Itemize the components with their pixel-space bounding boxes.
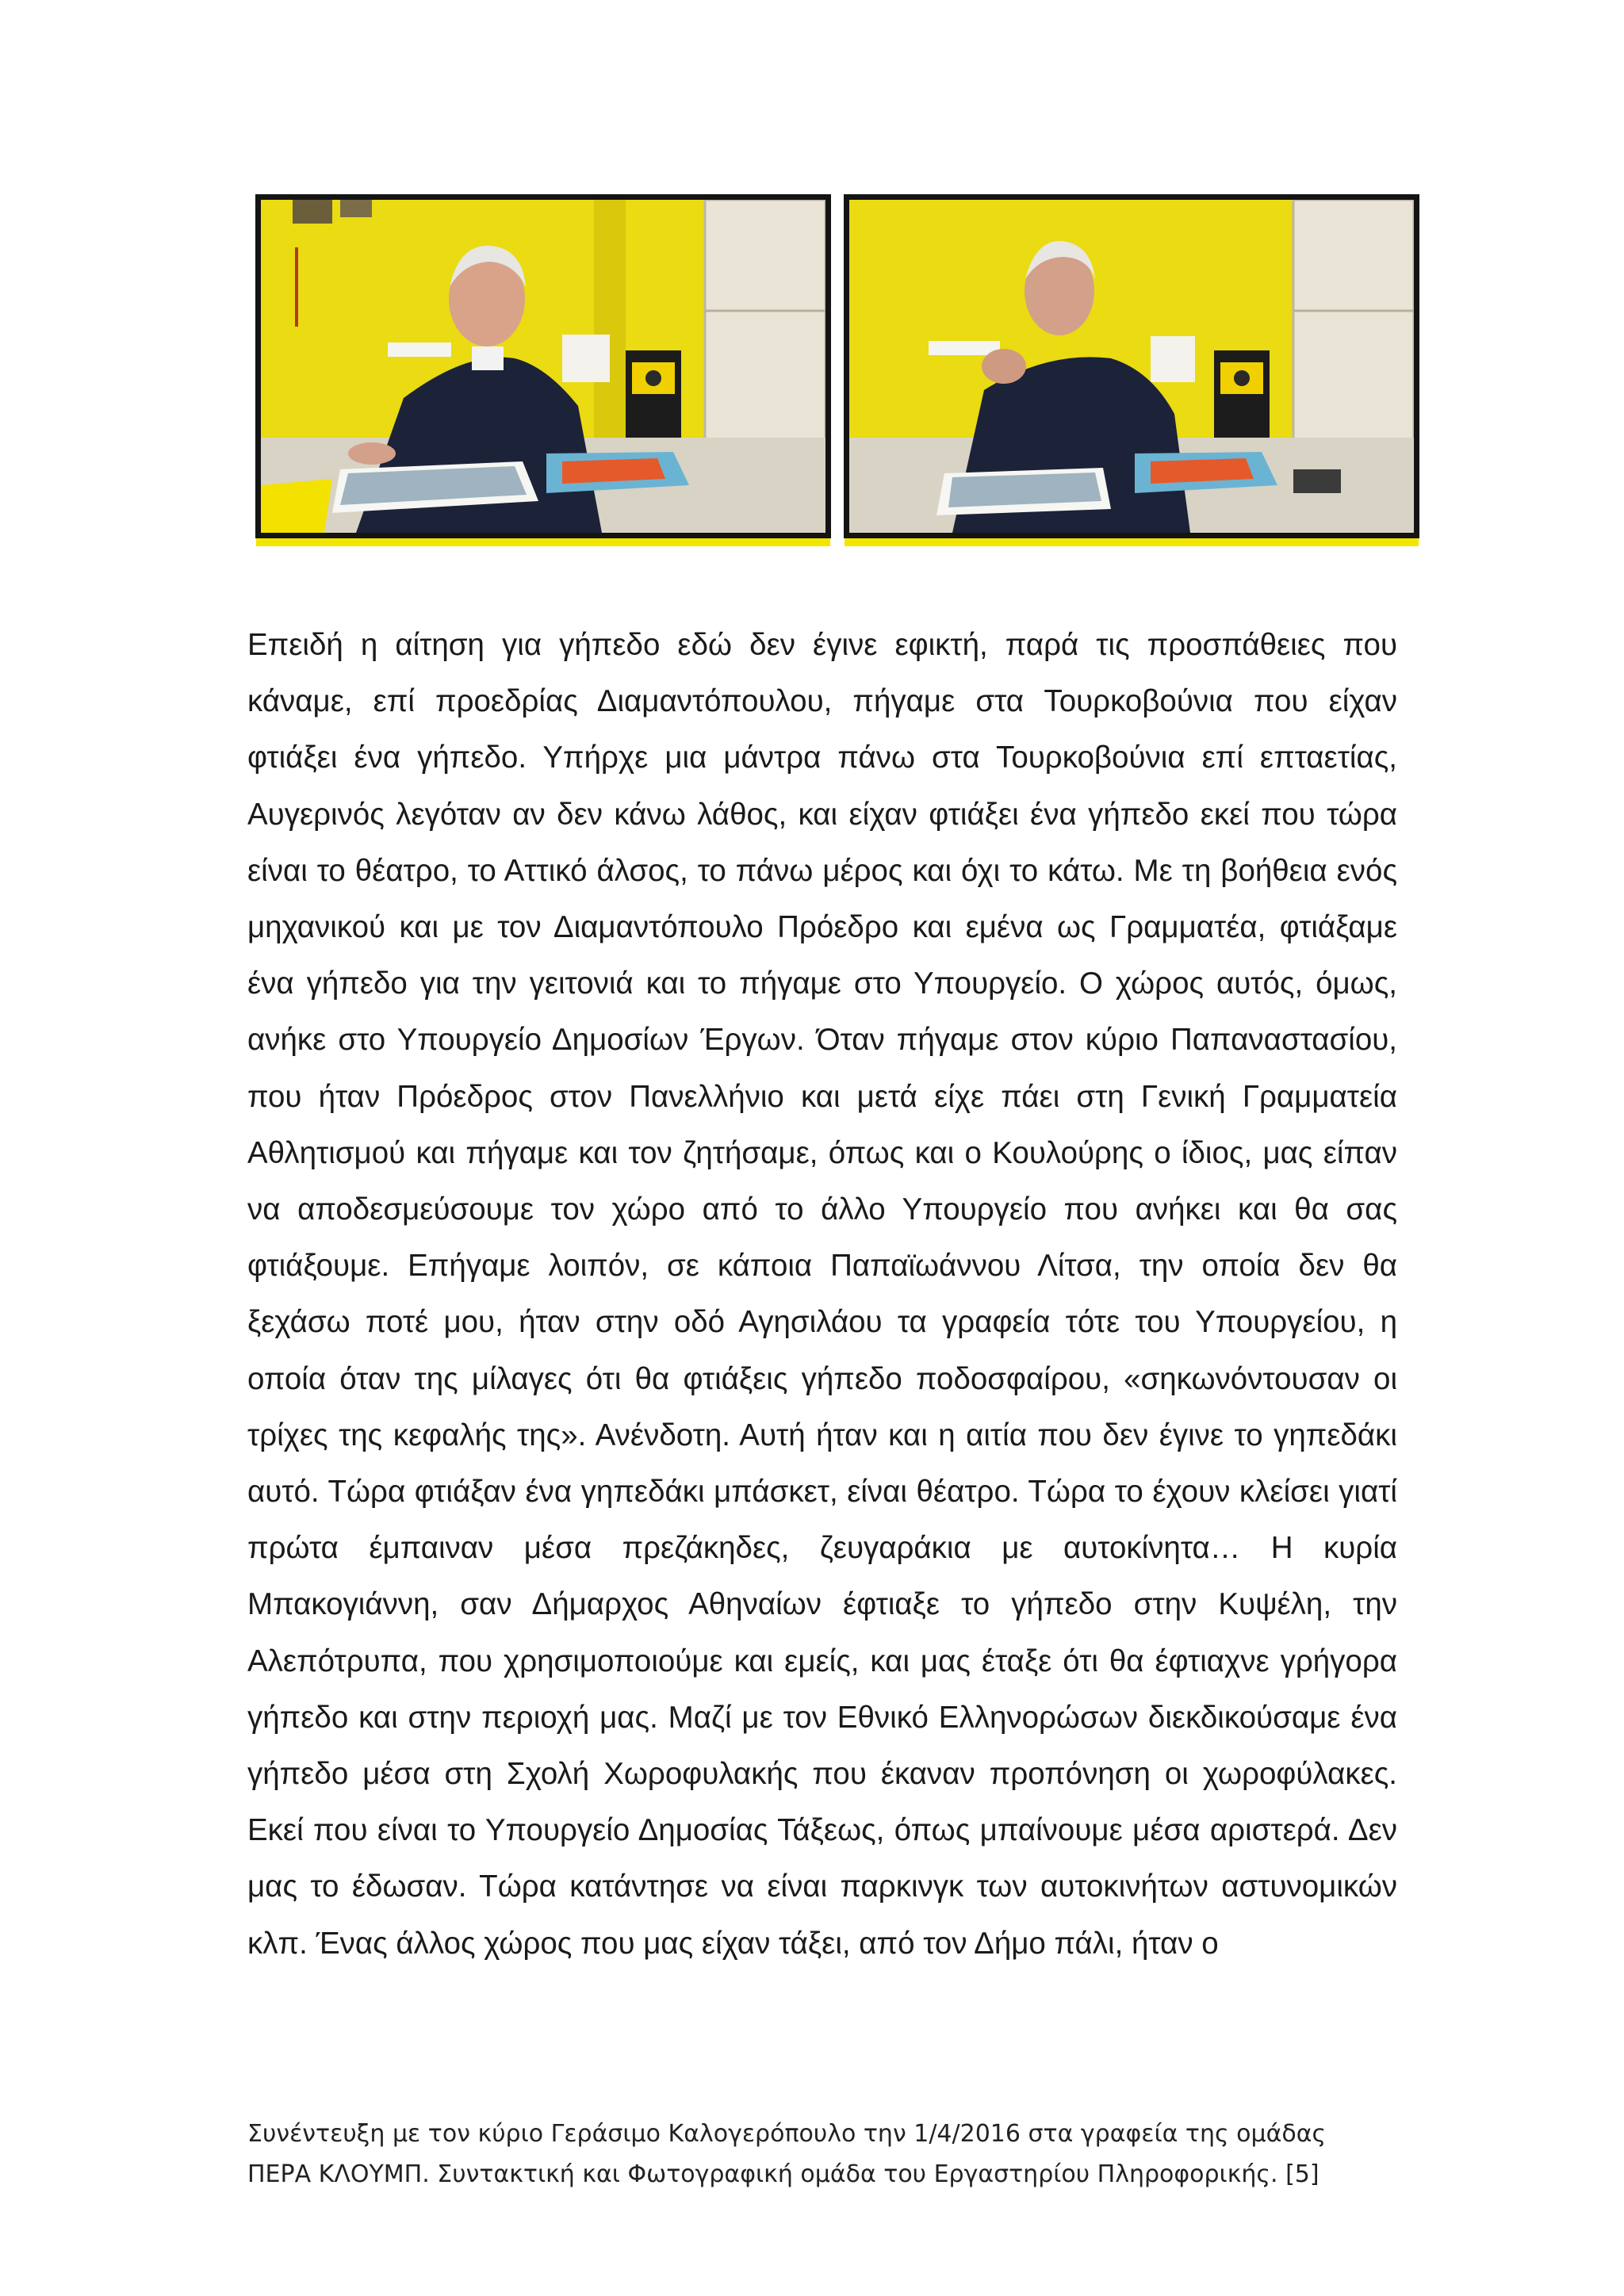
interview-photo-left [255, 194, 831, 538]
photo-interviewee-gesturing-icon [849, 200, 1414, 533]
footer-line-2: ΠΕΡΑ ΚΛΟΥΜΠ. Συντακτική και Φωτογραφική ομάδα του Εργαστηρίου Πληροφορικής. [5] [247, 2160, 1320, 2188]
photo-strip [255, 194, 1419, 537]
interview-photo-right [844, 194, 1419, 538]
footer-line-1: Συνέντευξη με τον κύριο Γεράσιμο Καλογερόπουλο την 1/4/2016 στα γραφεία της ομάδας [247, 2120, 1327, 2148]
page-footer [247, 2114, 1421, 2195]
interview-body-text: Επειδή η αίτηση για γήπεδο εδώ δεν έγινε εφικτή, παρά τις προσπάθειες που κάναμε, επί προεδρίας Διαμαντόπουλου, πήγαμε στα Τουρκοβούνια που είχαν φτιάξει ένα γήπεδο. Υπήρχε μια μάντρα πάνω στα Τουρκοβούνια επί επταετίας, Αυγερινός λεγόταν αν δεν κάνω λάθος, και είχαν φτιάξει ένα γήπεδο εκεί που τώρα είναι το θέατρο, το Αττικό άλσος, το πάνω μέρος και όχι το κάτω. Με τη βοήθεια ενός μηχανικού και με τον Διαμαντόπουλο Πρόεδρο και εμένα ως Γραμματέα, φτιάξαμε ένα γήπεδο για την γειτονιά και το πήγαμε στο Υπουργείο. Ο χώρος αυτός, όμως, ανήκε στο Υπουργείο Δημοσίων Έργων. Όταν πήγαμε στον κύριο Παπαναστασίου, που ήταν Πρόεδρος στον Πανελλήνιο και μετά είχε πάει στη Γενική Γραμματεία Αθλητισμού και πήγαμε και τον ζητήσαμε, όπως και ο Κουλούρης ο ίδιος, μας είπαν να αποδεσμεύσουμε τον χώρο από το άλλο Υπουργείο που ανήκει και θα σας φτιάξουμε. Επήγαμε λοιπόν, σε κάποια Παπαϊωάννου Λίτσα, την οποία δεν θα ξεχάσω ποτέ μου, ήταν στην οδό Αγησιλάου τα γραφεία τότε του Υπουργείου, η οποία όταν της μίλαγες ότι θα φτιάξεις γήπεδο ποδοσφαίρου, «σηκωνόντουσαν οι τρίχες της κεφαλής της». Ανένδοτη. Αυτή ήταν και η αιτία που δεν έγινε το γηπεδάκι αυτό. Τώρα φτιάξαν ένα γηπεδάκι μπάσκετ, είναι θέατρο. Τώρα το έχουν κλείσει γιατί πρώτα έμπαιναν μέσα πρεζάκηδες, ζευγαράκια με αυτοκίνητα… Η κυρία Μπακογιάννη, σαν Δήμαρχος Αθηναίων έφτιαξε το γήπεδο στην Κυψέλη, την Αλεπότρυπα, που χρησιμοποιούμε και εμείς, και μας έταξε ότι θα έφτιαχνε γρήγορα γήπεδο και στην περιοχή μας. Μαζί με τον Εθνικό Ελληνορώσων διεκδικούσαμε ένα γήπεδο μέσα στη Σχολή Χωροφυλακής που έκαναν προπόνηση οι χωροφύλακες. Εκεί που είναι το Υπουργείο Δημοσίας Τάξεως, όπως μπαίνουμε μέσα αριστερά. Δεν μας το έδωσαν. Τώρα κατάντησε να είναι παρκινγκ των αυτοκινήτων αστυνομικών κλπ. Ένας άλλος χώρος που μας είχαν τάξει, από τον Δήμο πάλι, ήταν ο [247, 628, 1397, 1961]
photo-interviewee-reading-icon [261, 200, 825, 533]
